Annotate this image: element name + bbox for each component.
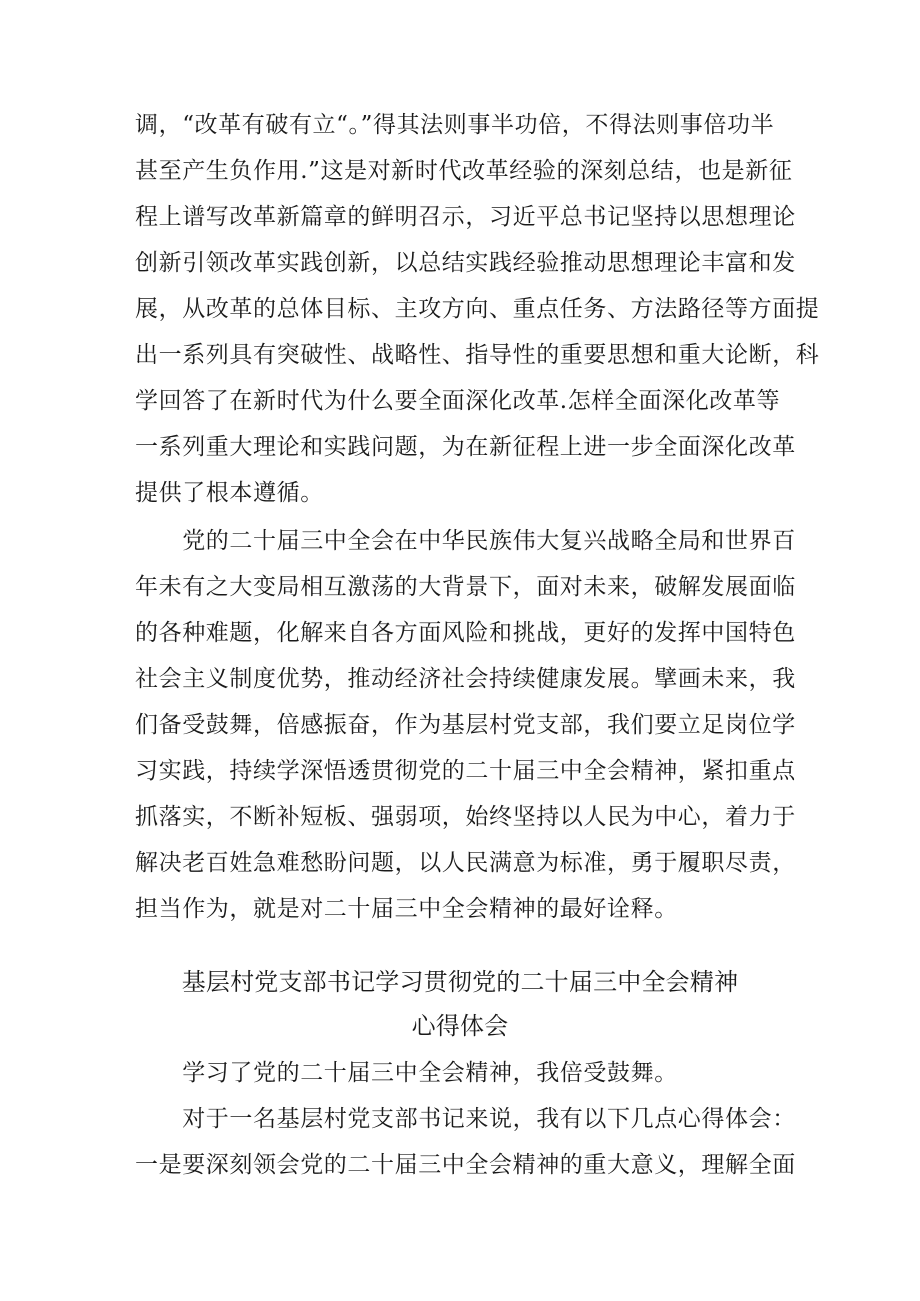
text-line: 对于一名基层村党支部书记来说，我有以下几点心得体会： — [135, 1106, 796, 1132]
section-heading — [0, 960, 920, 1048]
text-line: 学习了党的二十届三中全会精神，我倍受鼓舞。 — [135, 1060, 678, 1086]
text-line: 一系列重大理论和实践问题，为在新征程上进一步全面深化改革 — [135, 434, 796, 460]
text-line: 担当作为，就是对二十届三中全会精神的最好诠释。 — [135, 896, 678, 922]
text-line: 的各种难题，化解来自各方面风险和挑战，更好的发挥中国特色 — [135, 620, 796, 646]
body-paragraph-reform-summary — [135, 102, 820, 516]
text-line: 程上谱写改革新篇章的鲜明召示，习近平总书记坚持以思想理论 — [135, 204, 796, 230]
text-line: 展，从改革的总体目标、主攻方向、重点任务、方法路径等方面提 — [135, 296, 820, 322]
text-line: 年未有之大变局相互激荡的大背景下，面对未来，破解发展面临 — [135, 574, 796, 600]
text-line: 学回答了在新时代为什么要全面深化改革.怎样全面深化改革等 — [135, 388, 781, 414]
text-line: 创新引领改革实践创新，以总结实践经验推动思想理论丰富和发 — [135, 250, 796, 276]
text-line: 社会主义制度优势，推动经济社会持续健康发展。擘画未来，我 — [135, 666, 796, 692]
text-line: 出一系列具有突破性、战略性、指导性的重要思想和重大论断，科 — [135, 342, 820, 368]
text-line: 一是要深刻领会党的二十届三中全会精神的重大意义，理解全面 — [135, 1152, 796, 1178]
text-line: 调，“改革有破有立“。”得其法则事半功倍，不得法则事倍功半 — [135, 112, 775, 138]
text-line: 党的二十届三中全会在中华民族伟大复兴战略全局和世界百 — [135, 528, 796, 554]
text-line: 们备受鼓舞，倍感振奋，作为基层村党支部，我们要立足岗位学 — [135, 712, 796, 738]
section-heading-line-1: 基层村党支部书记学习贯彻党的二十届三中全会精神 — [181, 968, 739, 996]
body-paragraph-reflections — [135, 1050, 796, 1188]
text-line: 解决老百姓急难愁盼问题，以人民满意为标准，勇于履职尽责， — [135, 850, 796, 876]
body-paragraph-plenum-context — [135, 518, 796, 932]
text-line: 提供了根本遵循。 — [135, 480, 324, 506]
section-heading-line-2: 心得体会 — [411, 1012, 509, 1040]
text-line: 抓落实，不断补短板、强弱项，始终坚持以人民为中心，着力于 — [135, 804, 796, 830]
text-line: 习实践，持续学深悟透贯彻党的二十届三中全会精神，紧扣重点 — [135, 758, 796, 784]
text-line: 甚至产生负作用.”这是对新时代改革经验的深刻总结，也是新征 — [135, 158, 793, 184]
